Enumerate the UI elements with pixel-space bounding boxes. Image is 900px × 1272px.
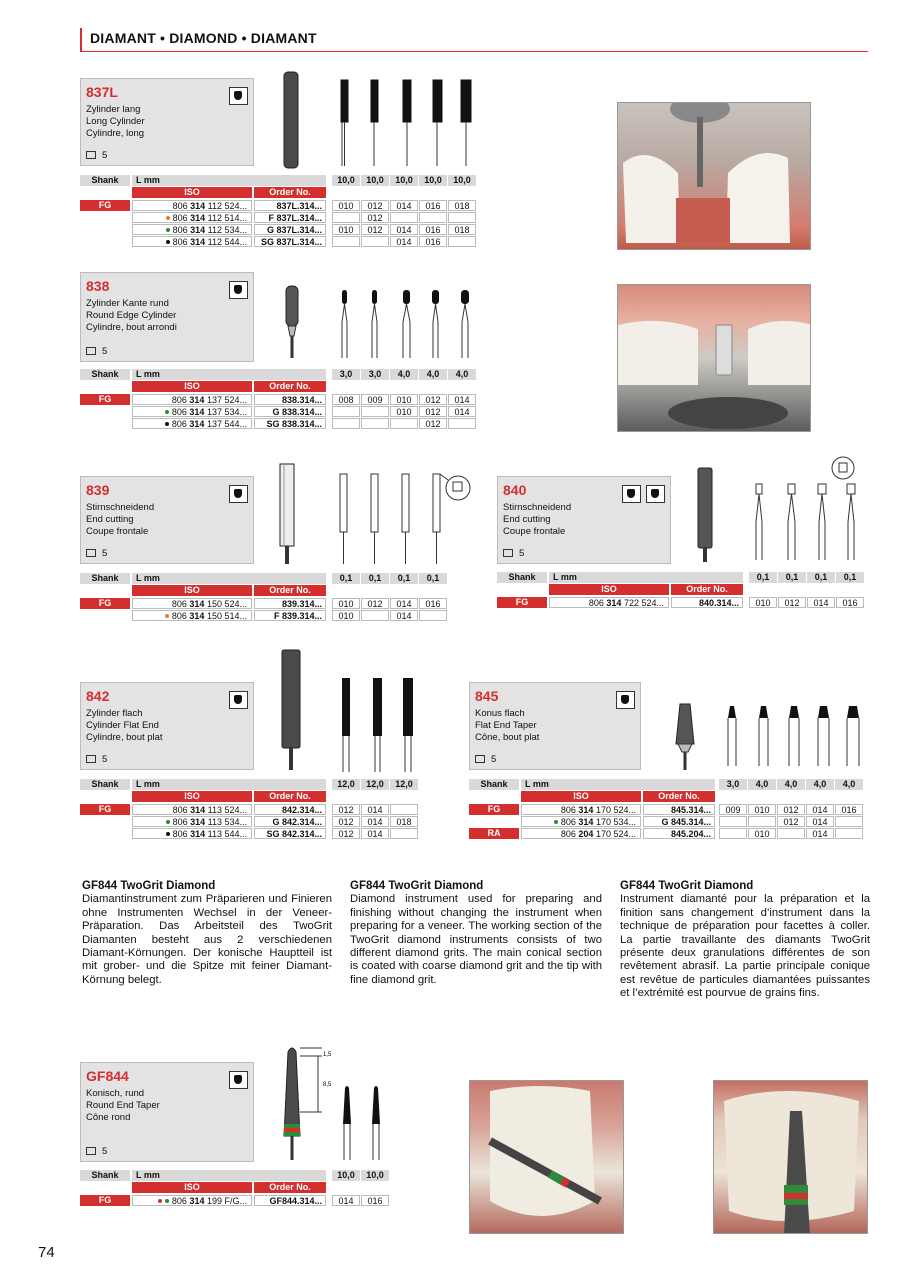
size-cell: 009: [719, 804, 747, 815]
product-card-837L: [80, 78, 254, 166]
size-cell: [390, 828, 418, 839]
size-cell: [361, 418, 389, 429]
detail-magnifier: [446, 476, 470, 500]
size-cell: 016: [835, 804, 863, 815]
order-number: 845.204...: [643, 828, 715, 839]
bur-large-838: [286, 286, 298, 326]
size-cell: [448, 212, 476, 223]
product-card-GF844: [80, 1062, 254, 1162]
size-cell: [361, 406, 389, 417]
length-cell: 12,0: [361, 779, 389, 790]
size-cell: [332, 418, 360, 429]
iso-number: 806 314 722 524...: [549, 597, 669, 608]
order-header: Order No.: [254, 187, 326, 198]
bur-large-GF844: [284, 1048, 300, 1136]
bur-illustrations-845: [660, 690, 870, 775]
product-code: 838: [86, 278, 110, 294]
size-cell: [332, 406, 360, 417]
size-cell: [835, 828, 863, 839]
pack-quantity: 5: [475, 754, 496, 765]
grit-dot: [158, 1199, 162, 1203]
size-cell: 010: [390, 406, 418, 417]
size-cell: [835, 816, 863, 827]
size-cell: 012: [332, 804, 360, 815]
size-cell: 018: [448, 200, 476, 211]
shank-header: Shank: [80, 1170, 130, 1181]
length-cell: 0,1: [749, 572, 777, 583]
size-cell: 014: [361, 828, 389, 839]
length-cell: 0,1: [836, 572, 864, 583]
size-cell: 012: [777, 804, 805, 815]
length-cell: 4,0: [390, 369, 418, 380]
size-cell: 010: [332, 598, 360, 609]
iso-header: ISO: [549, 584, 669, 595]
size-cell: [419, 212, 447, 223]
order-number: G 838.314...: [254, 406, 326, 417]
size-cell: 010: [748, 804, 776, 815]
clinical-photo-gf844-2: [713, 1080, 868, 1234]
size-cell: 010: [332, 610, 360, 621]
product-code: GF844: [86, 1068, 129, 1084]
iso-number: 806 314 137 544...: [132, 418, 252, 429]
iso-number: 806 314 137 524...: [132, 394, 252, 405]
size-cell: [777, 828, 805, 839]
grip-icon: [229, 485, 248, 503]
length-cell: 0,1: [807, 572, 835, 583]
size-cell: 014: [807, 597, 835, 608]
length-cell: 12,0: [390, 779, 418, 790]
size-cell: 014: [448, 394, 476, 405]
page-title: DIAMANT • DIAMOND • DIAMANT: [90, 30, 317, 46]
order-number: GF844.314...: [254, 1195, 326, 1206]
iso-header: ISO: [132, 791, 252, 802]
lmm-header: L mm: [521, 779, 715, 790]
bur-large-845: [676, 704, 694, 744]
pack-icon: [86, 151, 96, 159]
size-cell: [719, 816, 747, 827]
grip-icon-2: [646, 485, 665, 503]
grit-dot: [166, 832, 170, 836]
size-cell: 016: [419, 598, 447, 609]
order-number: G 845.314...: [643, 816, 715, 827]
iso-header: ISO: [132, 1182, 252, 1193]
shank-header: Shank: [497, 572, 547, 583]
dimension-tip: 1,5: [323, 1052, 332, 1058]
order-header: Order No.: [671, 584, 743, 595]
shank-header: Shank: [469, 779, 519, 790]
size-cell: 012: [361, 212, 389, 223]
pack-icon: [503, 549, 513, 557]
description-de: GF844 TwoGrit Diamond Diamantinstrument zum Präparieren und Finieren ohne Instrumenten Wechsel in der Veneer-Präparation. Das Arbeitsteil des TwoGrit Diamanten besteht aus 2 verschiedenen Diamant-Körnungen. Der konische Hauptteil ist mit grober- und die Spitze mit feiner Diamant-Körnung belegt.: [82, 880, 332, 986]
size-cell: 014: [361, 804, 389, 815]
iso-number: 806 314 112 524...: [132, 200, 252, 211]
pack-icon: [86, 549, 96, 557]
product-card-838: [80, 272, 254, 362]
size-cell: [748, 816, 776, 827]
product-code: 845: [475, 688, 499, 704]
iso-number: 806 314 170 524...: [521, 804, 641, 815]
grit-dot: [166, 820, 170, 824]
shank-header: Shank: [80, 175, 130, 186]
iso-header: ISO: [132, 381, 252, 392]
product-description: Zylinder Kante rund Round Edge Cylinder Cylindre, bout arrondi: [86, 298, 177, 333]
detail-magnifier: [832, 457, 854, 479]
length-cell: 3,0: [719, 779, 747, 790]
size-cell: 008: [332, 394, 360, 405]
size-cell: [332, 236, 360, 247]
grip-icon: [229, 1071, 248, 1089]
shank-cell: FG: [80, 1195, 130, 1206]
product-card-842: [80, 682, 254, 770]
grit-dot: [554, 820, 558, 824]
length-cell: 0,1: [778, 572, 806, 583]
order-number: F 839.314...: [254, 610, 326, 621]
order-number: 845.314...: [643, 804, 715, 815]
size-cell: 012: [361, 598, 389, 609]
size-cell: 014: [806, 816, 834, 827]
order-number: 839.314...: [254, 598, 326, 609]
length-cell: 0,1: [361, 573, 389, 584]
order-number: 837L.314...: [254, 200, 326, 211]
order-header: Order No.: [254, 1182, 326, 1193]
size-cell: [361, 236, 389, 247]
pack-quantity: 5: [503, 548, 524, 559]
size-cell: [448, 418, 476, 429]
length-cell: 4,0: [777, 779, 805, 790]
shank-cell: FG: [80, 598, 130, 609]
product-code: 837L: [86, 84, 118, 100]
product-card-839: [80, 476, 254, 564]
shank-cell: FG: [469, 804, 519, 815]
grit-dot: [165, 1199, 169, 1203]
product-code: 839: [86, 482, 110, 498]
product-description: Zylinder flach Cylinder Flat End Cylindre, bout plat: [86, 708, 163, 743]
iso-header: ISO: [132, 187, 252, 198]
size-cell: 010: [390, 394, 418, 405]
iso-number: 806 314 113 544...: [132, 828, 252, 839]
size-cell: 009: [361, 394, 389, 405]
size-cell: 018: [390, 816, 418, 827]
size-cell: 012: [419, 406, 447, 417]
description-title: GF844 TwoGrit Diamond: [620, 880, 754, 892]
size-cell: 014: [448, 406, 476, 417]
length-cell: 10,0: [332, 175, 360, 186]
size-cell: 012: [332, 828, 360, 839]
size-cell: 014: [806, 804, 834, 815]
description-en: GF844 TwoGrit Diamond Diamond instrument used for preparing and finishing without changing the instrument when preparing for a veneer. The working section of the TwoGrit diamond instruments consists of two different diamond grits. The main conical section is coated with coarse diamond grit and the tip with fine diamond grit.: [350, 880, 602, 986]
lmm-header: L mm: [549, 572, 743, 583]
size-cell: [361, 610, 389, 621]
iso-number: 806 314 113 534...: [132, 816, 252, 827]
lmm-header: L mm: [132, 779, 326, 790]
order-number: 838.314...: [254, 394, 326, 405]
iso-header: ISO: [521, 791, 641, 802]
size-cell: 014: [361, 816, 389, 827]
size-cell: [419, 610, 447, 621]
clinical-photo-837L: [617, 102, 811, 250]
iso-number: 806 314 112 534...: [132, 224, 252, 235]
size-cell: 010: [332, 200, 360, 211]
order-number: SG 842.314...: [254, 828, 326, 839]
bur-illustrations-839: [270, 460, 475, 570]
length-cell: 3,0: [332, 369, 360, 380]
iso-number: 806 314 199 F/G...: [132, 1195, 252, 1206]
shank-header: Shank: [80, 573, 130, 584]
order-number: 840.314...: [671, 597, 743, 608]
length-cell: 4,0: [748, 779, 776, 790]
size-cell: 012: [361, 200, 389, 211]
size-cell: 016: [419, 236, 447, 247]
length-cell: 0,1: [332, 573, 360, 584]
pack-icon: [86, 1147, 96, 1155]
size-cell: 010: [332, 224, 360, 235]
shank-header: Shank: [80, 779, 130, 790]
bur-large-839: [280, 464, 294, 546]
iso-number: 806 314 150 514...: [132, 610, 252, 621]
size-cell: [390, 804, 418, 815]
length-cell: 4,0: [806, 779, 834, 790]
iso-header: ISO: [132, 585, 252, 596]
clinical-photo-gf844-1: [469, 1080, 624, 1234]
order-header: Order No.: [254, 381, 326, 392]
lmm-header: L mm: [132, 175, 326, 186]
bur-large-837L: [284, 72, 298, 168]
size-cell: 016: [419, 200, 447, 211]
size-cell: [390, 212, 418, 223]
product-description: Stirnschneidend End cutting Coupe frontale: [503, 502, 572, 537]
lmm-header: L mm: [132, 573, 326, 584]
iso-number: 806 314 150 524...: [132, 598, 252, 609]
length-cell: 10,0: [448, 175, 476, 186]
grit-dot: [165, 614, 169, 618]
page-number: 74: [38, 1244, 55, 1261]
length-cell: 0,1: [390, 573, 418, 584]
product-description: Zylinder lang Long Cylinder Cylindre, long: [86, 104, 145, 139]
size-cell: 014: [390, 610, 418, 621]
size-cell: 010: [749, 597, 777, 608]
order-number: SG 838.314...: [254, 418, 326, 429]
size-cell: 014: [390, 200, 418, 211]
order-number: G 837L.314...: [254, 224, 326, 235]
size-cell: [448, 236, 476, 247]
shank-cell: FG: [497, 597, 547, 608]
product-description: Stirnschneidend End cutting Coupe frontale: [86, 502, 155, 537]
bur-large-842: [282, 650, 300, 748]
iso-number: 806 314 112 544...: [132, 236, 252, 247]
size-cell: 012: [778, 597, 806, 608]
grip-icon-1: [622, 485, 641, 503]
size-cell: 014: [390, 236, 418, 247]
order-header: Order No.: [254, 791, 326, 802]
product-description: Konus flach Flat End Taper Cône, bout plat: [475, 708, 540, 743]
order-header: Order No.: [254, 585, 326, 596]
shank-cell: FG: [80, 804, 130, 815]
description-title: GF844 TwoGrit Diamond: [82, 880, 216, 892]
lmm-header: L mm: [132, 369, 326, 380]
bur-large-840: [698, 468, 712, 548]
product-description: Konisch, rund Round End Taper Cône rond: [86, 1088, 160, 1123]
size-cell: [390, 418, 418, 429]
size-cell: 014: [390, 598, 418, 609]
grit-dot: [166, 240, 170, 244]
size-cell: [719, 828, 747, 839]
page-header: [80, 28, 868, 52]
order-header: Order No.: [643, 791, 715, 802]
description-title: GF844 TwoGrit Diamond: [350, 880, 484, 892]
shank-cell: FG: [80, 394, 130, 405]
length-cell: 4,0: [448, 369, 476, 380]
pack-quantity: 5: [86, 548, 107, 559]
size-cell: 014: [332, 1195, 360, 1206]
length-cell: 3,0: [361, 369, 389, 380]
length-cell: 10,0: [419, 175, 447, 186]
iso-number: 806 314 137 534...: [132, 406, 252, 417]
pack-quantity: 5: [86, 1146, 107, 1157]
size-cell: [332, 212, 360, 223]
grit-dot: [166, 216, 170, 220]
pack-icon: [86, 347, 96, 355]
clinical-photo-838: [617, 284, 811, 432]
size-cell: 012: [361, 224, 389, 235]
shank-cell: FG: [80, 200, 130, 211]
order-number: SG 837L.314...: [254, 236, 326, 247]
length-cell: 0,1: [419, 573, 447, 584]
grit-dot: [166, 228, 170, 232]
size-cell: 012: [419, 418, 447, 429]
iso-number: 806 314 112 514...: [132, 212, 252, 223]
bur-illustrations-840: [690, 452, 870, 567]
bur-illustrations-GF844: [270, 1040, 390, 1165]
order-number: F 837L.314...: [254, 212, 326, 223]
shank-header: Shank: [80, 369, 130, 380]
size-cell: 012: [332, 816, 360, 827]
iso-number: 806 204 170 524...: [521, 828, 641, 839]
length-cell: 10,0: [361, 175, 389, 186]
lmm-header: L mm: [132, 1170, 326, 1181]
product-code: 842: [86, 688, 110, 704]
grip-icon: [616, 691, 635, 709]
size-cell: 016: [361, 1195, 389, 1206]
size-cell: 016: [836, 597, 864, 608]
product-card-840: [497, 476, 671, 564]
bur-illustrations-838: [270, 282, 485, 362]
grip-icon: [229, 281, 248, 299]
grip-icon: [229, 87, 248, 105]
size-cell: 018: [448, 224, 476, 235]
size-cell: 014: [806, 828, 834, 839]
bur-illustrations-837L: [270, 68, 485, 170]
length-cell: 10,0: [332, 1170, 360, 1181]
size-cell: 016: [419, 224, 447, 235]
pack-quantity: 5: [86, 150, 107, 161]
length-cell: 12,0: [332, 779, 360, 790]
pack-icon: [475, 755, 485, 763]
iso-number: 806 314 113 524...: [132, 804, 252, 815]
pack-quantity: 5: [86, 754, 107, 765]
length-cell: 4,0: [419, 369, 447, 380]
product-card-845: [469, 682, 641, 770]
size-cell: 010: [748, 828, 776, 839]
iso-number: 806 314 170 534...: [521, 816, 641, 827]
grit-dot: [165, 422, 169, 426]
bur-illustrations-842: [270, 646, 430, 776]
length-cell: 10,0: [361, 1170, 389, 1181]
pack-quantity: 5: [86, 346, 107, 357]
order-number: 842.314...: [254, 804, 326, 815]
length-cell: 10,0: [390, 175, 418, 186]
grit-dot: [165, 410, 169, 414]
product-code: 840: [503, 482, 527, 498]
description-fr: GF844 TwoGrit Diamond Instrument diamanté pour la préparation et la finition sans changement d’instrument dans la technique de préparation pour facettes à coller. La partie travaillante des diamants TwoGrit présente deux granulations différentes de son revêtement abrasif. La partie principale conique est revêtue de particules diamantées puissantes et l’extrémité est pourvue de grains fins.: [620, 880, 870, 1000]
size-cell: 012: [777, 816, 805, 827]
size-cell: 014: [390, 224, 418, 235]
grip-icon: [229, 691, 248, 709]
pack-icon: [86, 755, 96, 763]
size-cell: 012: [419, 394, 447, 405]
order-number: G 842.314...: [254, 816, 326, 827]
length-cell: 4,0: [835, 779, 863, 790]
shank-cell: RA: [469, 828, 519, 839]
dimension-main: 8,5: [323, 1082, 332, 1088]
